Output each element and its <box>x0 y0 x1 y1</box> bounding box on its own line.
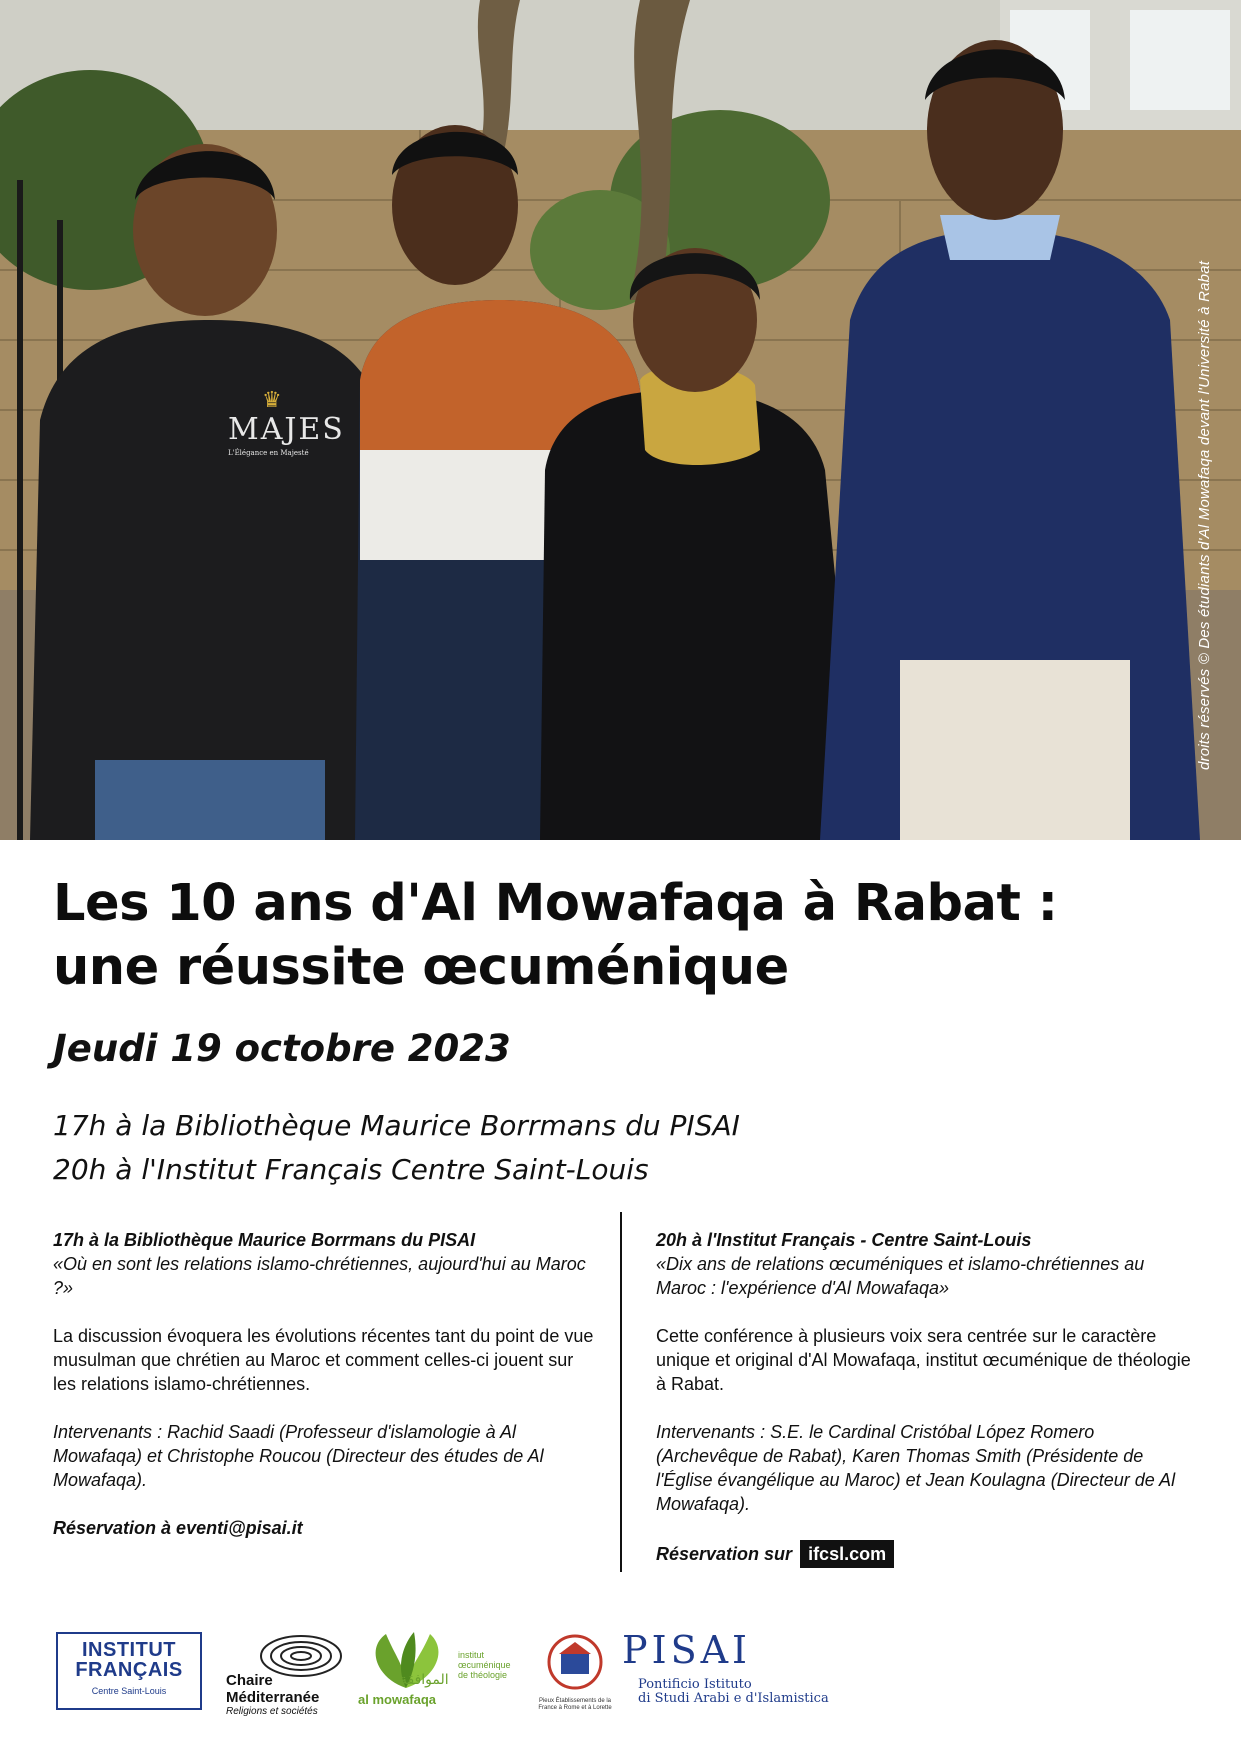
event-title <box>53 872 1203 1000</box>
if-line1: INSTITUT <box>82 1639 176 1661</box>
left-speakers: Intervenants : Rachid Saadi (Professeur d'islamologie à Al Mowafaqa) et Christophe Roucou (Directeur des études de Al Mowafaqa). <box>53 1422 544 1490</box>
crest-icon <box>545 1632 605 1692</box>
if-sub: Centre Saint-Louis <box>91 1686 167 1696</box>
hoodie-crown-icon: ♛ <box>262 388 284 413</box>
chaire-sub: Religions et sociétés <box>226 1706 318 1717</box>
column-divider <box>620 1212 622 1572</box>
right-reservation-label: Réservation sur <box>656 1544 793 1564</box>
institut-francais-logo <box>56 1632 202 1710</box>
chaire-title <box>226 1672 319 1706</box>
event-date: Jeudi 19 octobre 2023 <box>53 1027 511 1070</box>
hoodie-logo <box>228 388 345 457</box>
left-quote: «Où en sont les relations islamo-chrétiennes, aujourd'hui au Maroc ?» <box>53 1254 586 1298</box>
hoodie-subtext: L'Élégance en Majesté <box>228 449 309 457</box>
right-speakers: Intervenants : S.E. le Cardinal Cristóbal López Romero (Archevêque de Rabat), Karen Thomas Smith (Présidente de l'Église évangélique au Maroc) et Jean Koulagna (Directeur de Al Mowafaqa). <box>656 1422 1176 1514</box>
left-description: La discussion évoquera les évolutions récentes tant du point de vue musulman que chrétien au Maroc et comment celles-ci jouent sur les relations islamo-chrétiennes. <box>53 1326 594 1394</box>
students-photo-illustration <box>0 0 1241 840</box>
pisai-sub <box>638 1678 829 1706</box>
schedule-item-2: 20h à l'Institut Français Centre Saint-Louis <box>53 1153 649 1186</box>
event-schedule <box>53 1104 740 1192</box>
event-title-line1: Les 10 ans d'Al Mowafaqa à Rabat : <box>53 874 1058 933</box>
schedule-item-1: 17h à la Bibliothèque Maurice Borrmans du PISAI <box>53 1109 740 1142</box>
chaire-line2: Méditerranée <box>226 1689 320 1706</box>
pisai-line1: Pontificio Istituto <box>638 1677 752 1692</box>
if-line2: FRANÇAIS <box>75 1659 183 1681</box>
left-reservation[interactable]: Réservation à eventi@pisai.it <box>53 1518 303 1538</box>
right-quote: «Dix ans de relations œcuméniques et islamo-chrétiennes au Maroc : l'expérience d'Al Mowafaqa» <box>656 1254 1145 1298</box>
mowafaqa-arabic: الموافقة <box>400 1672 449 1688</box>
chaire-line1: Chaire <box>226 1672 273 1689</box>
pieux-etablissements-logo <box>530 1632 620 1718</box>
pisai-name: PISAI <box>622 1628 752 1672</box>
al-mowafaqa-logo <box>356 1628 556 1718</box>
pisai-line2: di Studi Arabi e d'Islamistica <box>638 1691 829 1706</box>
ifcsl-link[interactable]: ifcsl.com <box>800 1540 894 1568</box>
hoodie-text: MAJES <box>228 412 345 447</box>
pieux-sub: Pieux Établissements de la France à Rome et à Lorette <box>538 1698 612 1711</box>
left-column <box>53 1228 598 1564</box>
photo-credit: droits réservés © Des étudiants d'Al Mowafaqa devant l'Université à Rabat <box>1196 260 1213 770</box>
hero-photo <box>0 0 1241 840</box>
partner-logos <box>50 1628 1200 1718</box>
right-reservation <box>656 1540 1196 1568</box>
pisai-logo <box>622 1628 842 1718</box>
right-column <box>656 1228 1196 1592</box>
right-description: Cette conférence à plusieurs voix sera centrée sur le caractère unique et original d'Al Mowafaqa, institut œcuménique de théologie à Rabat. <box>656 1326 1191 1394</box>
mowafaqa-sub: institut œcuménique de théologie <box>458 1650 511 1680</box>
left-heading: 17h à la Bibliothèque Maurice Borrmans du PISAI <box>53 1230 476 1250</box>
event-title-line2: une réussite œcuménique <box>53 938 789 997</box>
mowafaqa-name: al mowafaqa <box>358 1692 437 1707</box>
right-heading: 20h à l'Institut Français - Centre Saint-Louis <box>656 1230 1032 1250</box>
